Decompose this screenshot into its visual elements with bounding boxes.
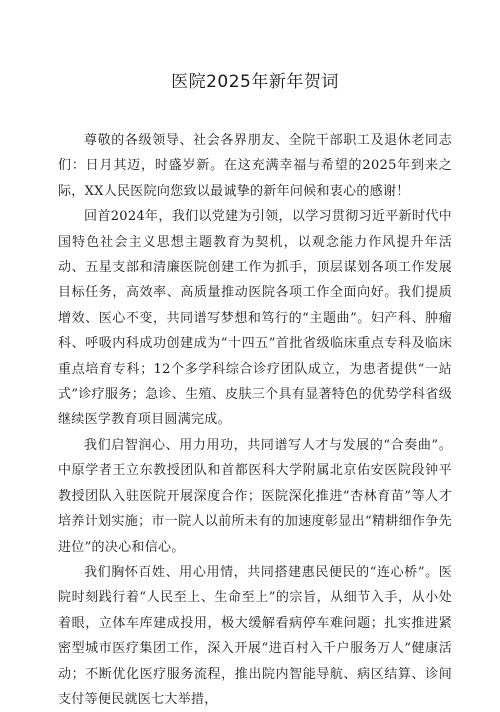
document-title: 医院2025年新年贺词 [171,72,339,92]
paragraph-talent-development: 我们启智润心、用力用功，共同谱写人才与发展的“合奏曲”。中原学者王立东教授团队和首都医科大学附属北京佑安医院段钟平教授团队入驻医院开展深度合作；医院深化推进“杏林育苗”等人才培养计划实施；市一院人以前所未有的加速度彰显出“精耕细作争先进位”的决心和信心。 [58,437,452,555]
paragraph-greeting: 尊敬的各级领导、社会各界朋友、全院干部职工及退休老同志们：日月其迈，时盛岁新。在这充满幸福与希望的2025年到来之际，XX人民医院向您致以最诚挚的新年问候和衷心的感谢！ [58,133,452,199]
document-body [58,128,452,712]
paragraph-public-service: 我们胸怀百姓、用心用情，共同搭建惠民便民的“连心桥”。医院时刻践行着“人民至上、生命至上”的宗旨，从细节入手，从小处着眼，立体车库建成投用，极大缓解看病停车难问题；扎实推进紧密型城市医疗集团工作，深入开展“进百村入千户服务万人”健康活动；不断优化医疗服务流程，推出院内智能导航、病区结算、诊间支付等便民就医七大举措， [58,564,452,707]
paragraph-review-2024: 回首2024年，我们以党建为引领，以学习贯彻习近平新时代中国特色社会主义思想主题教育为契机，以观念能力作风提升年活动、五星支部和清廉医院创建工作为抓手，顶层谋划各项工作发展目标任务，高效率、高质量推动医院各项工作全面向好。我们提质增效、医心不变，共同谱写梦想和笃行的“主题曲”。妇产科、肿瘤科、呼吸内科成功创建成为“十四五”首批省级临床重点专科及临床重点培育专科；12个多学科综合诊疗团队成立，为患者提供“一站式”诊疗服务；急诊、生殖、皮肤三个具有显著特色的优势学科省级继续医学教育项目圆满完成。 [58,209,452,428]
